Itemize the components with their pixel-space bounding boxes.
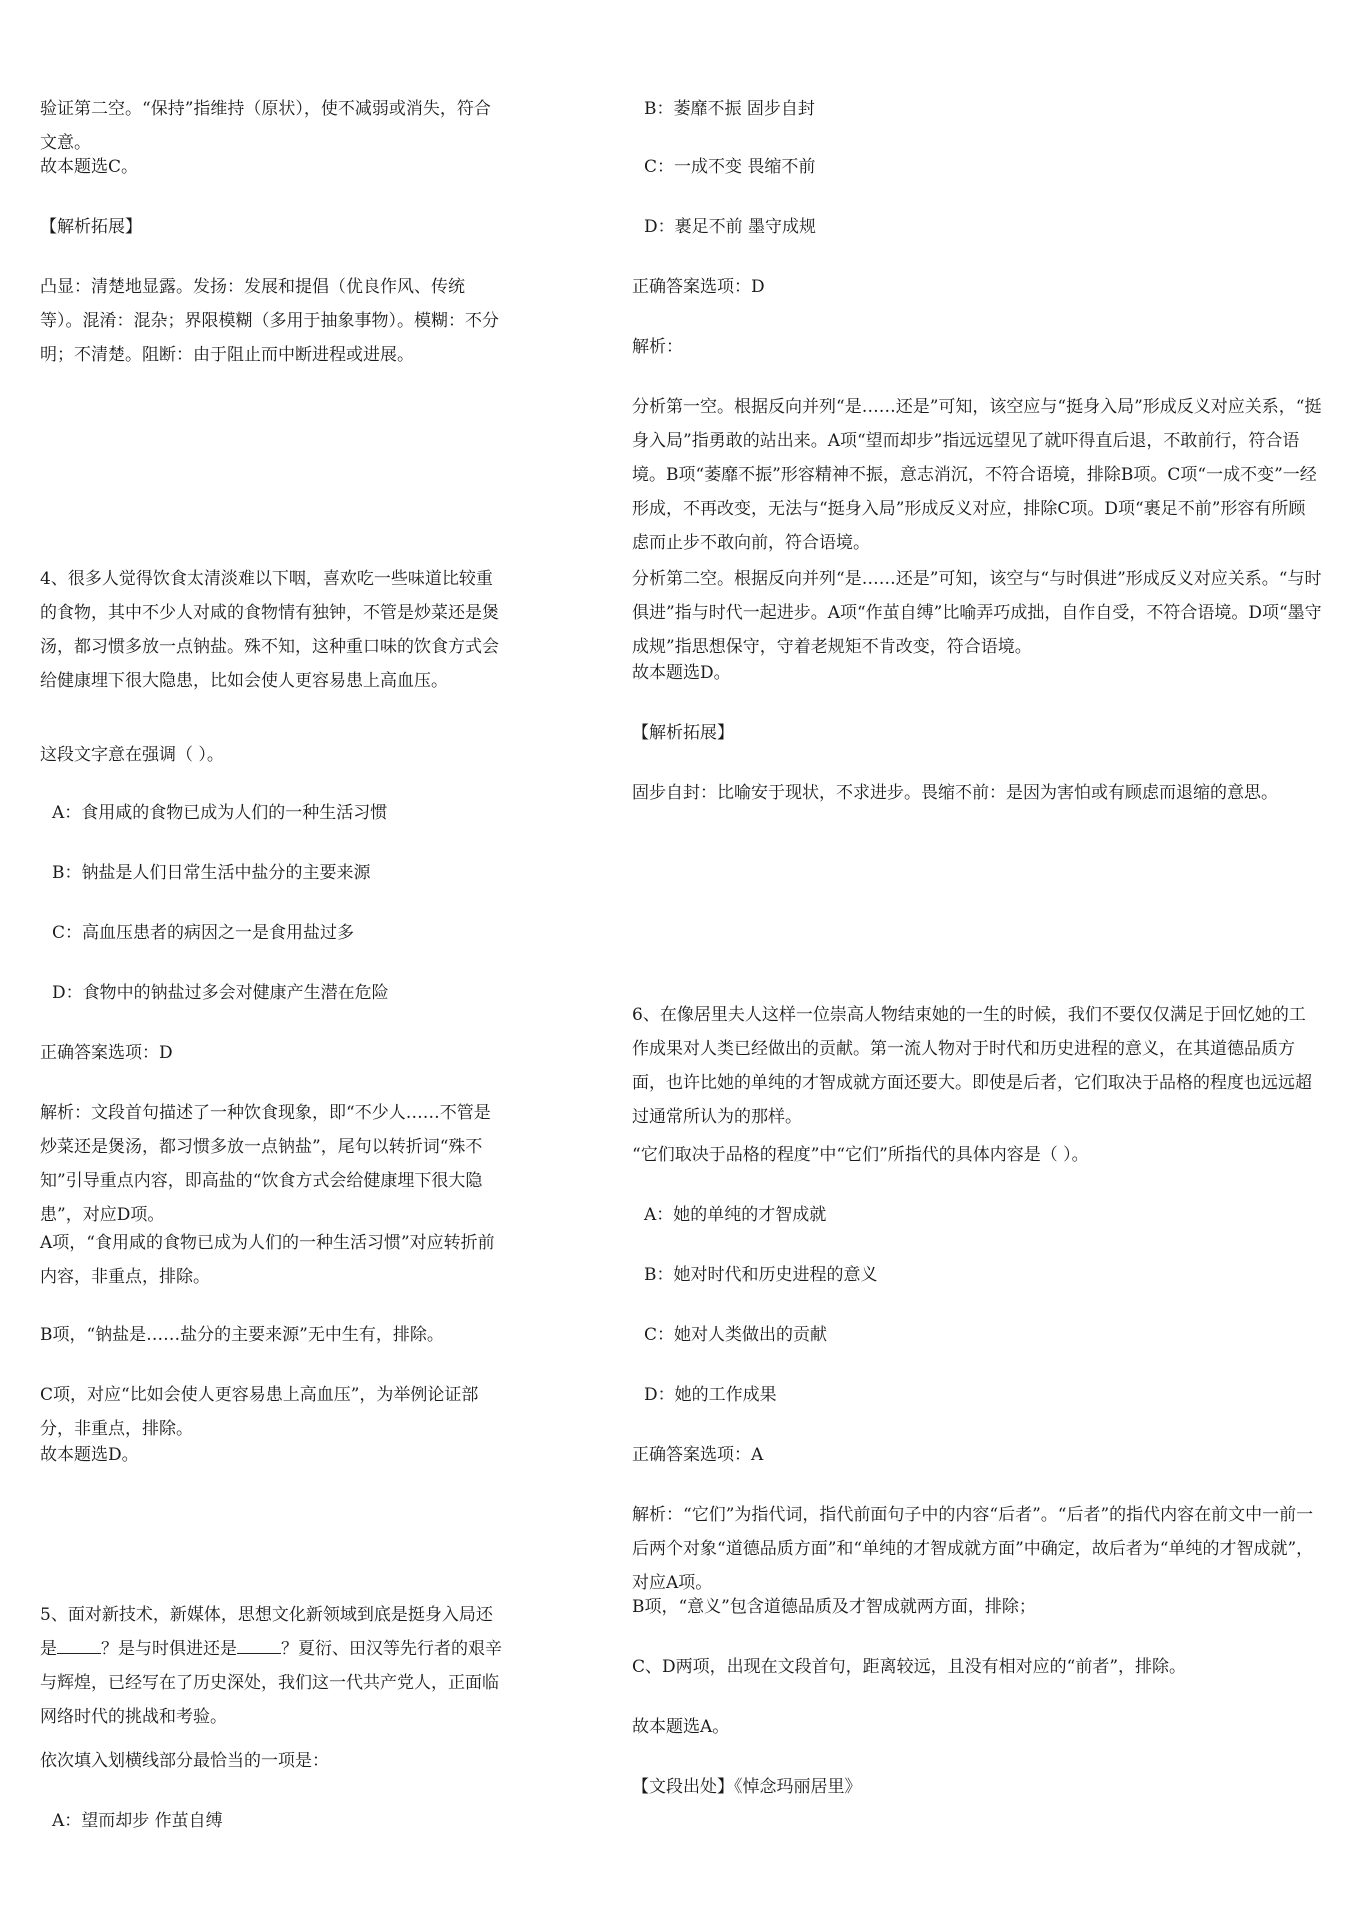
q4-analysis-4: C项，对应“比如会使人更容易患上高血压”，为举例论证部分，非重点，排除。 (40, 1385, 479, 1439)
q5-stem-part2: ？是与时俱进还是 (101, 1639, 237, 1659)
q6-conclusion: 故本题选A。 (632, 1717, 730, 1737)
q5-blank-1 (57, 1633, 101, 1654)
q6-option-b: B：她对时代和历史进程的意义 (644, 1265, 878, 1285)
q5-option-c: C：一成不变 畏缩不前 (644, 157, 816, 177)
intro-line: 验证第二空。“保持”指维持（原状），使不减弱或消失，符合文意。 (40, 99, 491, 153)
previous-conclusion: 故本题选C。 (40, 157, 139, 177)
q5-analysis-label: 解析： (632, 337, 683, 357)
q5-stem-part1: 5、面对新技术，新媒体，思想文化新领域到底是挺身入局还是 (40, 1605, 493, 1659)
q4-question: 这段文字意在强调（ ）。 (40, 745, 224, 765)
q5-analysis-1: 分析第一空。根据反向并列“是……还是”可知，该空应与“挺身入局”形成反义对应关系，“挺身入局”指勇敢的站出来。A项“望而却步”指远远望见了就吓得直后退，不敢前行，符合语境。B项“萎靡不振”形容精神不振，意志消沉，不符合语境，排除B项。C项“一成不变”一经形成，不再改变，无法与“挺身入局”形成反义对应，排除C项。D项“裹足不前”形容有所顾虑而止步不敢向前，符合语境。 (632, 397, 1322, 553)
q4-option-c: C：高血压患者的病因之一是食用盐过多 (52, 923, 355, 943)
q5-expansion-text: 固步自封：比喻安于现状，不求进步。畏缩不前：是因为害怕或有顾虑而退缩的意思。 (632, 783, 1278, 803)
q4-option-d: D：食物中的钠盐过多会对健康产生潜在危险 (52, 983, 389, 1003)
q5-answer: 正确答案选项：D (632, 277, 765, 297)
q4-analysis-3: B项，“钠盐是……盐分的主要来源”无中生有，排除。 (40, 1325, 444, 1345)
q4-analysis-2: A项，“食用咸的食物已成为人们的一种生活习惯”对应转折前内容，非重点，排除。 (40, 1233, 495, 1287)
q4-option-b: B：钠盐是人们日常生活中盐分的主要来源 (52, 863, 371, 883)
q6-option-d: D：她的工作成果 (644, 1385, 777, 1405)
q5-question: 依次填入划横线部分最恰当的一项是： (40, 1751, 329, 1771)
q6-analysis-1: 解析：“它们”为指代词，指代前面句子中的内容“后者”。“后者”的指代内容在前文中一前一后两个对象“道德品质方面”和“单纯的才智成就方面”中确定，故后者为“单纯的才智成就”，对应A项。 (632, 1505, 1314, 1593)
q5-blank-2 (237, 1633, 281, 1654)
q4-analysis-1: 解析：文段首句描述了一种饮食现象，即“不少人……不管是炒菜还是煲汤，都习惯多放一点钠盐”，尾句以转折词“殊不知”引导重点内容，即高盐的“饮食方式会给健康埋下很大隐患”，对应D项。 (40, 1103, 491, 1225)
q4-stem: 4、很多人觉得饮食太清淡难以下咽，喜欢吃一些味道比较重的食物，其中不少人对咸的食物情有独钟，不管是炒菜还是煲汤，都习惯多放一点钠盐。殊不知，这种重口味的饮食方式会给健康埋下很大隐患，比如会使人更容易患上高血压。 (40, 569, 499, 691)
q5-expansion-header: 【解析拓展】 (632, 723, 734, 743)
q6-stem: 6、在像居里夫人这样一位崇高人物结束她的一生的时候，我们不要仅仅满足于回忆她的工作成果对人类已经做出的贡献。第一流人物对于时代和历史进程的意义，在其道德品质方面，也许比她的单纯的才智成就方面还要大。即使是后者，它们取决于品格的程度也远远超过通常所认为的那样。 (632, 1005, 1312, 1127)
expansion-text: 凸显：清楚地显露。发扬：发展和提倡（优良作风、传统等）。混淆：混杂；界限模糊（多用于抽象事物）。模糊：不分明；不清楚。阻断：由于阻止而中断进程或进展。 (40, 277, 499, 365)
q6-analysis-3: C、D两项，出现在文段首句，距离较远，且没有相对应的“前者”，排除。 (632, 1657, 1187, 1677)
q6-option-c: C：她对人类做出的贡献 (644, 1325, 828, 1345)
q5-option-d: D：裹足不前 墨守成规 (644, 217, 817, 237)
q6-question: “它们取决于品格的程度”中“它们”所指代的具体内容是（ ）。 (632, 1145, 1089, 1165)
q5-option-b: B：萎靡不振 固步自封 (644, 99, 815, 119)
q4-answer: 正确答案选项：D (40, 1043, 173, 1063)
q5-analysis-2: 分析第二空。根据反向并列“是……还是”可知，该空与“与时俱进”形成反义对应关系。“与时俱进”指与时代一起进步。A项“作茧自缚”比喻弄巧成拙，自作自受，不符合语境。D项“墨守成规”指思想保守，守着老规矩不肯改变，符合语境。 (632, 569, 1322, 657)
q6-option-a: A：她的单纯的才智成就 (644, 1205, 827, 1225)
q6-source: 【文段出处】《悼念玛丽居里》 (632, 1777, 862, 1797)
q4-conclusion: 故本题选D。 (40, 1445, 139, 1465)
q6-analysis-2: B项，“意义”包含道德品质及才智成就两方面，排除； (632, 1597, 1036, 1617)
q4-option-a: A：食用咸的食物已成为人们的一种生活习惯 (52, 803, 388, 823)
q5-conclusion: 故本题选D。 (632, 663, 731, 683)
q6-answer: 正确答案选项：A (632, 1445, 764, 1465)
q5-option-a: A：望而却步 作茧自缚 (52, 1811, 223, 1831)
expansion-header: 【解析拓展】 (40, 217, 142, 237)
q5-stem-part3: ？夏衍、田汉等先行者的艰辛与辉煌，已经写在了历史深处，我们这一代共产党人，正面临网络时代的挑战和考验。 (40, 1639, 502, 1727)
q5-stem (40, 1598, 505, 1734)
